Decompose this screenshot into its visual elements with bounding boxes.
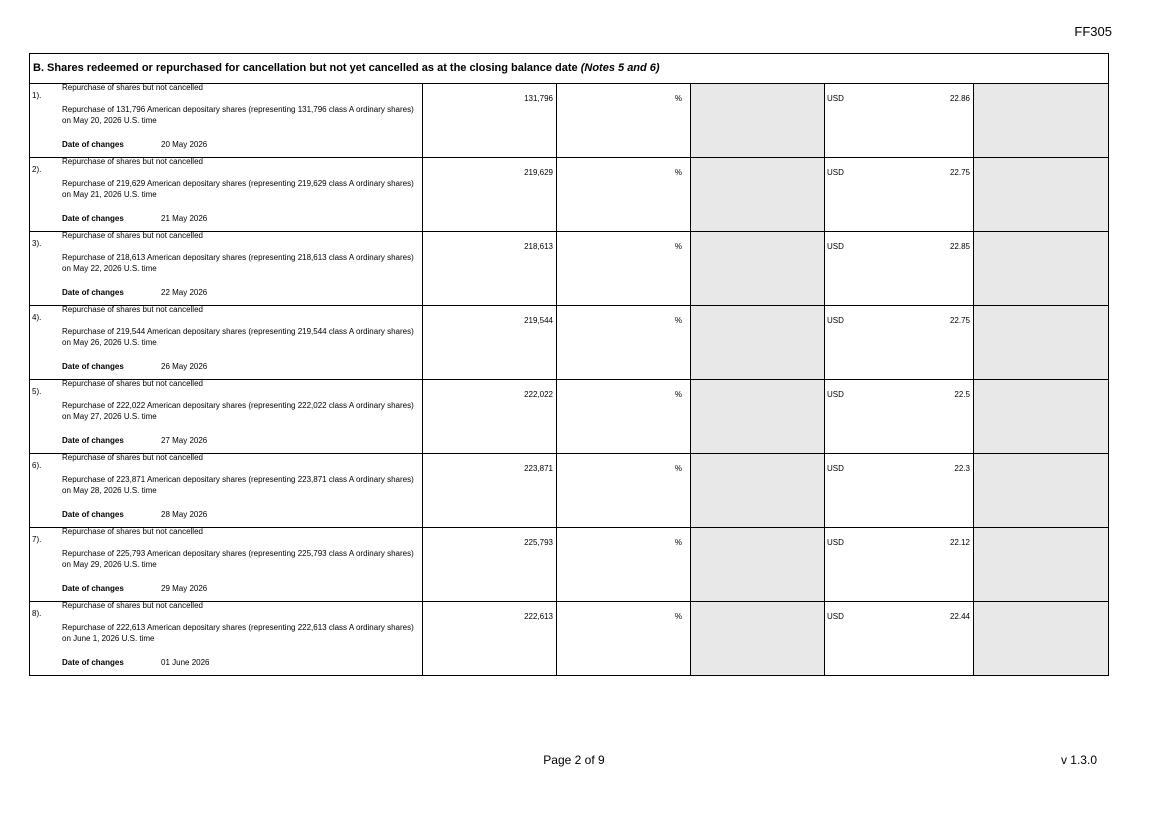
shaded-cell [974, 306, 1108, 379]
event-type: Repurchase of shares but not cancelled [62, 305, 203, 314]
event-detail: Repurchase of 222,022 American depositary shares (representing 222,022 class A ordinary shares) on May 27, 2026 U.S. time [62, 401, 414, 421]
price-value: 22.12 [949, 538, 970, 547]
date-value: 26 May 2026 [161, 362, 208, 371]
price-value: 22.85 [949, 242, 970, 251]
percent-sign: % [674, 612, 682, 621]
date-value: 20 May 2026 [161, 140, 208, 149]
row-index: 2). [32, 165, 42, 174]
event-type: Repurchase of shares but not cancelled [62, 379, 203, 388]
shares-cell [423, 158, 557, 231]
table-row [30, 232, 1108, 306]
currency: USD [827, 242, 844, 251]
percent-cell [557, 380, 691, 453]
date-label: Date of changes [62, 214, 124, 223]
percent-sign: % [674, 94, 682, 103]
row-index: 6). [32, 461, 42, 470]
table-row [30, 306, 1108, 380]
price-value: 22.86 [949, 94, 970, 103]
description-cell [30, 232, 423, 305]
date-label: Date of changes [62, 658, 124, 667]
event-detail: Repurchase of 219,629 American depositary shares (representing 219,629 class A ordinary shares) on May 21, 2026 U.S. time [62, 179, 414, 199]
section-notes: (Notes 5 and 6) [580, 62, 660, 74]
price-cell [825, 454, 974, 527]
currency: USD [827, 464, 844, 473]
event-type: Repurchase of shares but not cancelled [62, 453, 203, 462]
page-number: Page 2 of 9 [543, 753, 605, 767]
percent-sign: % [674, 316, 682, 325]
shaded-cell [974, 232, 1108, 305]
date-label: Date of changes [62, 436, 124, 445]
date-value: 21 May 2026 [161, 214, 208, 223]
price-value: 22.75 [949, 168, 970, 177]
currency: USD [827, 390, 844, 399]
row-index: 8). [32, 609, 42, 618]
shaded-cell [691, 306, 825, 379]
price-cell [825, 380, 974, 453]
shaded-cell [974, 380, 1108, 453]
table-row [30, 380, 1108, 454]
shares-cell [423, 84, 557, 157]
event-type: Repurchase of shares but not cancelled [62, 83, 203, 92]
price-cell [825, 232, 974, 305]
currency: USD [827, 94, 844, 103]
event-detail: Repurchase of 218,613 American depositary shares (representing 218,613 class A ordinary shares) on May 22, 2026 U.S. time [62, 253, 414, 273]
shaded-cell [691, 454, 825, 527]
shares-value: 222,022 [524, 390, 553, 399]
description-cell [30, 306, 423, 379]
currency: USD [827, 168, 844, 177]
shares-value: 222,613 [524, 612, 553, 621]
form-code: FF305 [1074, 24, 1112, 39]
date-label: Date of changes [62, 510, 124, 519]
event-type: Repurchase of shares but not cancelled [62, 527, 203, 536]
percent-sign: % [674, 242, 682, 251]
date-label: Date of changes [62, 140, 124, 149]
shaded-cell [974, 158, 1108, 231]
price-value: 22.75 [949, 316, 970, 325]
percent-sign: % [674, 168, 682, 177]
shaded-cell [974, 602, 1108, 675]
shaded-cell [974, 454, 1108, 527]
shares-value: 219,629 [524, 168, 553, 177]
shaded-cell [691, 602, 825, 675]
event-type: Repurchase of shares but not cancelled [62, 601, 203, 610]
version-label: v 1.3.0 [1060, 753, 1097, 767]
percent-cell [557, 306, 691, 379]
date-label: Date of changes [62, 584, 124, 593]
table-row [30, 454, 1108, 528]
event-detail: Repurchase of 222,613 American depositary shares (representing 222,613 class A ordinary shares) on June 1, 2026 U.S. time [62, 623, 414, 643]
shares-value: 225,793 [524, 538, 553, 547]
shares-value: 219,544 [524, 316, 553, 325]
shaded-cell [974, 84, 1108, 157]
percent-cell [557, 528, 691, 601]
date-label: Date of changes [62, 288, 124, 297]
shaded-cell [691, 232, 825, 305]
date-value: 28 May 2026 [161, 510, 208, 519]
table-row [30, 158, 1108, 232]
date-label: Date of changes [62, 362, 124, 371]
shares-cell [423, 454, 557, 527]
row-index: 4). [32, 313, 42, 322]
row-index: 3). [32, 239, 42, 248]
price-cell [825, 528, 974, 601]
percent-sign: % [674, 464, 682, 473]
event-detail: Repurchase of 223,871 American depositary shares (representing 223,871 class A ordinary shares) on May 28, 2026 U.S. time [62, 475, 414, 495]
table-row [30, 602, 1108, 675]
currency: USD [827, 538, 844, 547]
shaded-cell [691, 528, 825, 601]
description-cell [30, 158, 423, 231]
event-detail: Repurchase of 131,796 American depositary shares (representing 131,796 class A ordinary shares) on May 20, 2026 U.S. time [62, 105, 414, 125]
row-index: 5). [32, 387, 42, 396]
shares-cell [423, 380, 557, 453]
shares-value: 223,871 [524, 464, 553, 473]
table-row [30, 528, 1108, 602]
price-value: 22.5 [954, 390, 970, 399]
event-type: Repurchase of shares but not cancelled [62, 231, 203, 240]
description-cell [30, 84, 423, 157]
shaded-cell [691, 158, 825, 231]
description-cell [30, 602, 423, 675]
shares-value: 131,796 [524, 94, 553, 103]
shares-cell [423, 602, 557, 675]
shaded-cell [974, 528, 1108, 601]
table-row [30, 84, 1108, 158]
row-index: 1). [32, 91, 42, 100]
percent-cell [557, 602, 691, 675]
currency: USD [827, 316, 844, 325]
shares-cell [423, 232, 557, 305]
row-index: 7). [32, 535, 42, 544]
currency: USD [827, 612, 844, 621]
price-value: 22.3 [954, 464, 970, 473]
percent-sign: % [674, 390, 682, 399]
price-cell [825, 84, 974, 157]
date-value: 27 May 2026 [161, 436, 208, 445]
shaded-cell [691, 380, 825, 453]
date-value: 29 May 2026 [161, 584, 208, 593]
price-cell [825, 602, 974, 675]
price-cell [825, 306, 974, 379]
shares-value: 218,613 [524, 242, 553, 251]
percent-cell [557, 158, 691, 231]
date-value: 01 June 2026 [161, 658, 210, 667]
shaded-cell [691, 84, 825, 157]
description-cell [30, 380, 423, 453]
shares-cell [423, 306, 557, 379]
percent-cell [557, 84, 691, 157]
percent-cell [557, 232, 691, 305]
percent-sign: % [674, 538, 682, 547]
event-type: Repurchase of shares but not cancelled [62, 157, 203, 166]
date-value: 22 May 2026 [161, 288, 208, 297]
description-cell [30, 454, 423, 527]
event-detail: Repurchase of 219,544 American depositary shares (representing 219,544 class A ordinary shares) on May 26, 2026 U.S. time [62, 327, 414, 347]
price-cell [825, 158, 974, 231]
description-cell [30, 528, 423, 601]
price-value: 22.44 [949, 612, 970, 621]
shares-cell [423, 528, 557, 601]
event-detail: Repurchase of 225,793 American depositary shares (representing 225,793 class A ordinary shares) on May 29, 2026 U.S. time [62, 549, 414, 569]
percent-cell [557, 454, 691, 527]
repurchase-table [29, 53, 1109, 676]
section-title-text: B. Shares redeemed or repurchased for cancellation but not yet cancelled as at the closing balance date [33, 62, 578, 74]
section-title [30, 54, 1108, 84]
